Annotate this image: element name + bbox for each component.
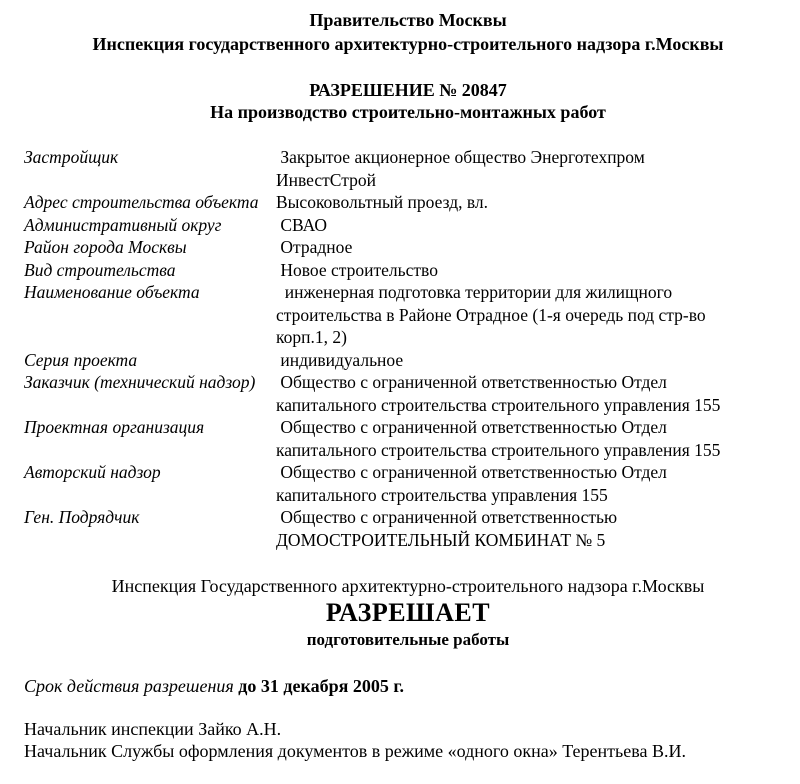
field-value: Общество с ограниченной ответственностью Отдел капитального строительства строительного управления 155 xyxy=(276,372,721,415)
field-label: Заказчик (технический надзор) xyxy=(24,372,256,392)
field-label: Наименование объекта xyxy=(24,282,200,302)
permitted-works: подготовительные работы xyxy=(306,630,510,649)
field-row xyxy=(24,416,800,461)
field-row xyxy=(24,506,800,551)
field-row xyxy=(24,214,800,237)
field-row xyxy=(24,461,800,506)
field-label: Вид строительства xyxy=(24,259,176,280)
permits-heading: РАЗРЕШАЕТ xyxy=(325,598,491,627)
field-row xyxy=(24,281,800,349)
permit-subtitle: На производство строительно-монтажных работ xyxy=(210,102,606,122)
field-value: Новое строительство xyxy=(276,259,438,280)
field-value: Высоковольтный проезд, вл. xyxy=(276,192,488,212)
field-value: инженерная подготовка территории для жилищного строительства в Районе Отрадное (1-я очередь под стр-во корп.1, 2) xyxy=(276,282,706,347)
field-label: Застройщик xyxy=(24,147,119,167)
field-value: индивидуальное xyxy=(276,349,404,370)
field-label: Авторский надзор xyxy=(24,462,161,482)
validity-date: до 31 декабря 2005 г. xyxy=(233,676,404,696)
validity-period xyxy=(24,675,404,697)
field-row xyxy=(24,146,800,191)
permit-fields xyxy=(24,146,800,551)
inspectorate-name: Инспекция государственного архитектурно-строительного надзора г.Москвы xyxy=(92,34,724,54)
field-label: Ген. Подрядчик xyxy=(24,507,140,527)
field-label: Район города Москвы xyxy=(24,237,187,257)
field-row xyxy=(24,349,800,372)
field-label: Серия проекта xyxy=(24,349,138,370)
field-row xyxy=(24,371,800,416)
field-value: Закрытое акционерное общество Энерготехпром ИнвестСтрой xyxy=(276,147,645,190)
signature-head: Начальник инспекции Зайко А.Н. xyxy=(24,719,282,739)
field-label: Адрес строительства объекта xyxy=(24,192,259,212)
field-value: Общество с ограниченной ответственностью Отдел капитального строительства строительного управления 155 xyxy=(276,417,721,460)
field-row xyxy=(24,236,800,259)
government-name: Правительство Москвы xyxy=(309,10,507,30)
field-label: Административный округ xyxy=(24,214,222,235)
document-header xyxy=(0,8,800,56)
field-value: Отрадное xyxy=(276,237,353,257)
field-value: Общество с ограниченной ответственностью ДОМОСТРОИТЕЛЬНЫЙ КОМБИНАТ № 5 xyxy=(276,507,618,550)
field-value: Общество с ограниченной ответственностью Отдел капитального строительства управления 155 xyxy=(276,462,667,505)
field-value: СВАО xyxy=(276,214,328,235)
field-row xyxy=(24,191,800,214)
document-title xyxy=(0,79,800,123)
signature-service-head: Начальник Службы оформления документов в режиме «одного окна» Терентьева В.И. xyxy=(24,741,686,761)
validity-label: Срок действия разрешения xyxy=(24,676,234,696)
inspectorate-line: Инспекция Государственного архитектурно-строительного надзора г.Москвы xyxy=(111,576,705,596)
permit-number: РАЗРЕШЕНИЕ № 20847 xyxy=(309,80,507,100)
field-row xyxy=(24,259,800,282)
field-label: Проектная организация xyxy=(24,417,205,437)
